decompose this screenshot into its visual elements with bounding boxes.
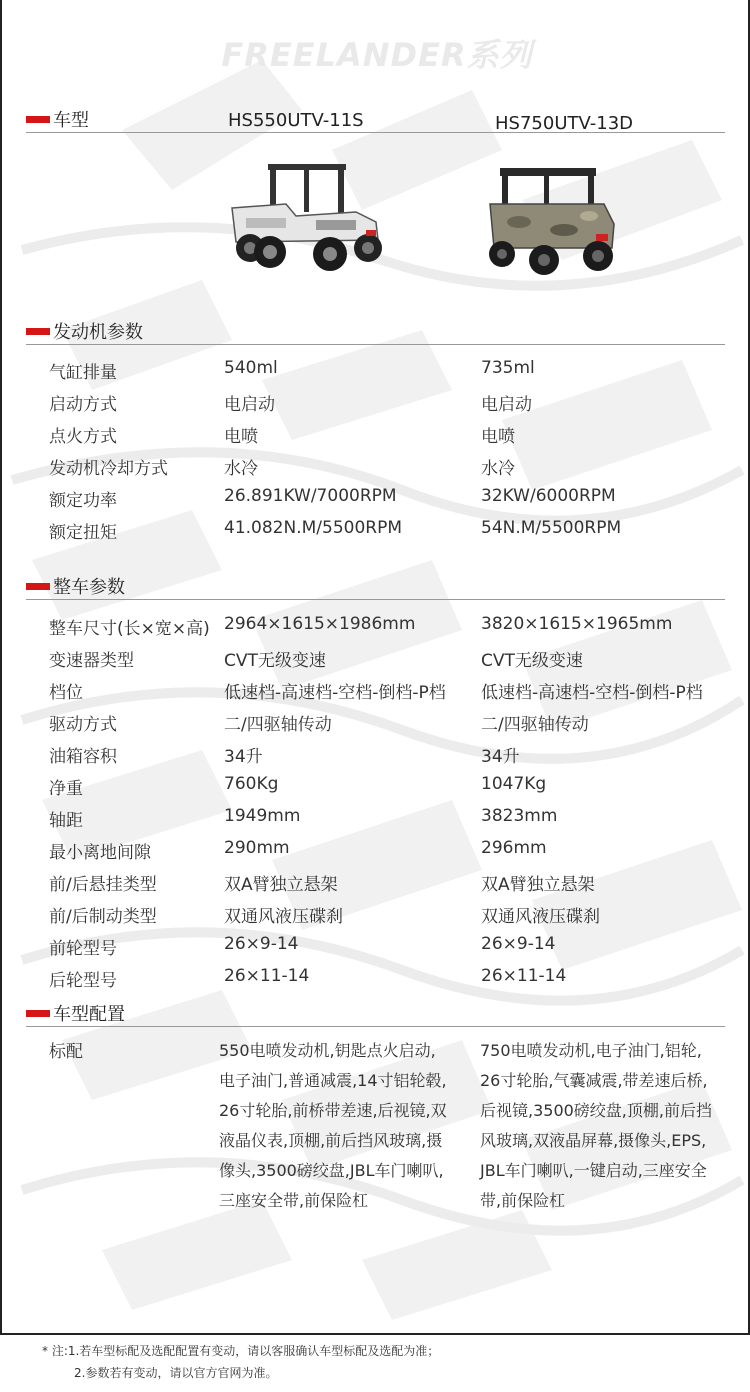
spec-value-a: 26.891KW/7000RPM <box>224 486 397 506</box>
section-marker <box>26 1010 50 1017</box>
table-row <box>2 390 750 420</box>
table-row <box>2 646 750 676</box>
table-row <box>2 934 750 964</box>
spec-name: 气缸排量 <box>49 363 117 383</box>
spec-value-b: 3820×1615×1965mm <box>481 614 673 634</box>
spec-value-a: 电喷 <box>224 427 258 447</box>
table-row <box>2 870 750 900</box>
spec-value-b: 32KW/6000RPM <box>481 486 616 506</box>
spec-value-b: 735ml <box>481 358 535 378</box>
spec-value-b: 3823mm <box>481 806 558 826</box>
spec-value-a: 电启动 <box>224 395 275 415</box>
spec-name: 发动机冷却方式 <box>49 459 168 479</box>
config-section-title: 车型配置 <box>53 1004 125 1025</box>
spec-name: 整车尺寸(长×宽×高) <box>49 619 210 639</box>
config-a-line: 液晶仪表,顶棚,前后挡风玻璃,摄 <box>219 1131 443 1150</box>
spec-value-b: 54N.M/5500RPM <box>481 518 622 538</box>
spec-value-a: 1949mm <box>224 806 301 826</box>
spec-name: 后轮型号 <box>49 971 117 991</box>
spec-value-b: 低速档-高速档-空档-倒档-P档 <box>481 683 703 703</box>
spec-value-b: 296mm <box>481 838 547 858</box>
section-marker <box>26 328 50 335</box>
footnote-line-2: 2.参数若有变动，请以官方官网为准。 <box>74 1366 278 1380</box>
table-row <box>2 710 750 740</box>
model-b-vehicle-image <box>484 164 619 276</box>
spec-name: 轴距 <box>49 811 83 831</box>
table-row <box>2 742 750 772</box>
section-marker <box>26 116 50 123</box>
spec-name: 最小离地间隙 <box>49 843 151 863</box>
spec-value-b: CVT无级变速 <box>481 651 583 671</box>
spec-value-a: 760Kg <box>224 774 279 794</box>
model-label: 车型 <box>53 110 89 131</box>
spec-value-a: 双A臂独立悬架 <box>224 875 338 895</box>
spec-name: 点火方式 <box>49 427 117 447</box>
spec-value-b: 水冷 <box>481 459 515 479</box>
spec-value-b: 26×9-14 <box>481 934 556 954</box>
spec-value-a: 290mm <box>224 838 290 858</box>
spec-value-a: 双通风液压碟刹 <box>224 907 343 927</box>
spec-value-a: 540ml <box>224 358 278 378</box>
vehicle-section-title: 整车参数 <box>53 577 125 598</box>
table-row <box>2 838 750 868</box>
config-name: 标配 <box>49 1042 83 1062</box>
config-b-line: 后视镜,3500磅绞盘,顶棚,前后挡 <box>480 1101 712 1120</box>
config-b-line: 风玻璃,双液晶屏幕,摄像头,EPS, <box>480 1131 707 1150</box>
config-a-line: 550电喷发动机,钥匙点火启动, <box>219 1041 436 1060</box>
spec-value-b: 1047Kg <box>481 774 547 794</box>
spec-name: 油箱容积 <box>49 747 117 767</box>
table-row <box>2 422 750 452</box>
config-a-line: 三座安全带,前保险杠 <box>219 1191 369 1210</box>
table-row <box>2 614 750 644</box>
table-row <box>2 486 750 516</box>
spec-name: 前/后制动类型 <box>49 907 157 927</box>
table-row <box>2 454 750 484</box>
spec-value-a: 低速档-高速档-空档-倒档-P档 <box>224 683 446 703</box>
model-a-name: HS550UTV-11S <box>228 110 364 131</box>
config-section-header <box>26 1002 725 1027</box>
table-row <box>2 358 750 388</box>
engine-section-header <box>26 320 725 345</box>
config-a-line: 26寸轮胎,前桥带差速,后视镜,双 <box>219 1101 447 1120</box>
spec-value-a: CVT无级变速 <box>224 651 326 671</box>
config-a-line: 像头,3500磅绞盘,JBL车门喇叭, <box>219 1161 444 1180</box>
spec-value-a: 二/四驱轴传动 <box>224 715 332 735</box>
spec-value-a: 26×9-14 <box>224 934 299 954</box>
spec-name: 启动方式 <box>49 395 117 415</box>
spec-value-b: 电启动 <box>481 395 532 415</box>
config-b-line: 750电喷发动机,电子油门,铝轮, <box>480 1041 702 1060</box>
table-row <box>2 902 750 932</box>
table-row <box>2 518 750 548</box>
config-a-list <box>219 1036 447 1216</box>
spec-value-b: 26×11-14 <box>481 966 567 986</box>
section-marker <box>26 583 50 590</box>
table-row <box>2 966 750 996</box>
engine-section-title: 发动机参数 <box>53 322 143 343</box>
spec-value-b: 双A臂独立悬架 <box>481 875 595 895</box>
spec-name: 额定功率 <box>49 491 117 511</box>
config-b-line: 26寸轮胎,气囊减震,带差速后桥, <box>480 1071 708 1090</box>
config-b-line: 带,前保险杠 <box>480 1191 566 1210</box>
spec-value-a: 水冷 <box>224 459 258 479</box>
spec-name: 变速器类型 <box>49 651 134 671</box>
spec-name: 前/后悬挂类型 <box>49 875 157 895</box>
config-b-line: JBL车门喇叭,一键启动,三座安全 <box>480 1161 707 1180</box>
spec-name: 驱动方式 <box>49 715 117 735</box>
spec-name: 额定扭矩 <box>49 523 117 543</box>
spec-value-b: 电喷 <box>481 427 515 447</box>
spec-value-b: 双通风液压碟刹 <box>481 907 600 927</box>
spec-name: 档位 <box>49 683 83 703</box>
model-a-vehicle-image <box>226 160 391 275</box>
config-a-line: 电子油门,普通减震,14寸铝轮毂, <box>219 1071 447 1090</box>
spec-value-a: 41.082N.M/5500RPM <box>224 518 402 538</box>
table-row <box>2 678 750 708</box>
brand-watermark: FREELANDER系列 <box>221 36 533 74</box>
table-row <box>2 806 750 836</box>
table-row <box>2 774 750 804</box>
spec-value-a: 34升 <box>224 747 263 767</box>
footnote-line-1: * 注:1.若车型标配及选配配置有变动，请以客服确认车型标配及选配为准； <box>42 1344 440 1358</box>
vehicle-section-header <box>26 575 725 600</box>
config-b-list <box>480 1036 712 1216</box>
spec-name: 净重 <box>49 779 83 799</box>
spec-name: 前轮型号 <box>49 939 117 959</box>
spec-value-a: 2964×1615×1986mm <box>224 614 416 634</box>
spec-value-b: 34升 <box>481 747 520 767</box>
spec-value-a: 26×11-14 <box>224 966 310 986</box>
model-b-name: HS750UTV-13D <box>495 113 634 134</box>
spec-value-b: 二/四驱轴传动 <box>481 715 589 735</box>
